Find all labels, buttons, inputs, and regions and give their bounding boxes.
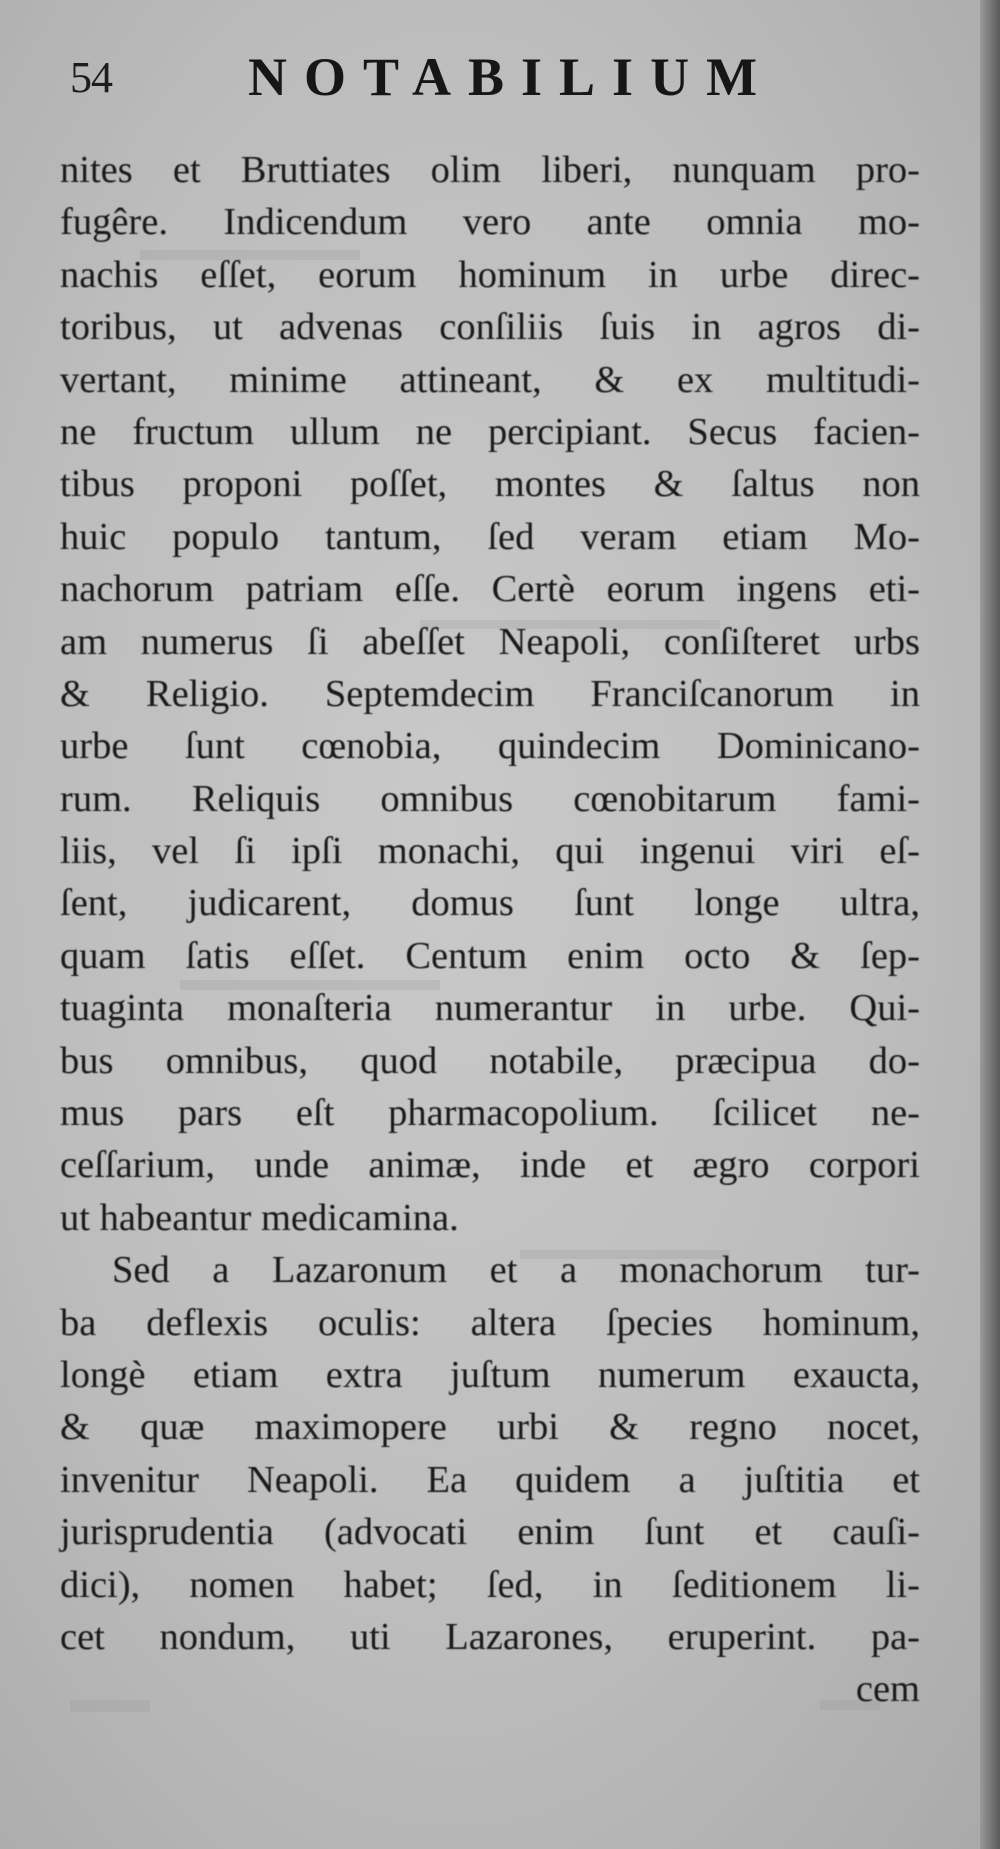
text-line: longè etiam extra juſtum numerum exaucta,	[60, 1353, 920, 1396]
text-line: ba deflexis oculis: altera ſpecies hominum,	[60, 1301, 920, 1344]
body-text	[60, 144, 920, 1716]
page-number: 54	[70, 53, 112, 102]
running-head: NOTABILIUM	[248, 47, 775, 107]
text-line: ſent, judicarent, domus ſunt longe ultra,	[60, 882, 920, 925]
text-line: vertant, minime attineant, & ex multitudi-	[60, 358, 920, 401]
text-line: jurisprudentia (advocati enim ſunt et cauſi-	[60, 1511, 920, 1554]
text-line: mus pars eſt pharmacopolium. ſcilicet ne-	[60, 1092, 920, 1135]
text-line: liis, vel ſi ipſi monachi, qui ingenui viri eſ-	[60, 830, 920, 873]
text-line: tuaginta monaſteria numerantur in urbe. Qui-	[60, 987, 920, 1030]
text-line: fugêre. Indicendum vero ante omnia mo-	[60, 201, 920, 244]
paragraph-start-line: Sed a Lazaronum et a monachorum tur-	[112, 1249, 920, 1292]
text-line: rum. Reliquis omnibus cœnobitarum fami-	[60, 777, 920, 820]
page-edge-shadow	[980, 0, 1000, 1849]
text-line: nachis eſſet, eorum hominum in urbe direc-	[60, 253, 920, 296]
text-line: cet nondum, uti Lazarones, eruperint. pa-	[60, 1615, 920, 1658]
text-line: & Religio. Septemdecim Franciſcanorum in	[60, 672, 920, 715]
text-line: tibus proponi poſſet, montes & ſaltus non	[60, 463, 920, 506]
text-line: urbe ſunt cœnobia, quindecim Dominicano-	[60, 725, 920, 768]
paragraph-end-line: ut habeantur medicamina.	[60, 1196, 459, 1239]
text-line: quam ſatis eſſet. Centum enim octo & ſep-	[60, 934, 920, 977]
text-line: bus omnibus, quod notabile, præcipua do-	[60, 1039, 920, 1082]
text-line: nachorum patriam eſſe. Certè eorum ingens eti-	[60, 568, 920, 611]
text-line: am numerus ſi abeſſet Neapoli, conſiſteret urbs	[60, 620, 920, 663]
text-line: nites et Bruttiates olim liberi, nunquam pro-	[60, 149, 920, 191]
text-line: huic populo tantum, ſed veram etiam Mo-	[60, 515, 920, 558]
text-line: ne fructum ullum ne percipiant. Secus facien-	[60, 410, 920, 453]
text-line: toribus, ut advenas conſiliis ſuis in agros di-	[60, 306, 920, 349]
text-line: dici), nomen habet; ſed, in ſeditionem li-	[60, 1563, 920, 1606]
text-line: invenitur Neapoli. Ea quidem a juſtitia et	[60, 1458, 920, 1501]
text-line: & quæ maximopere urbi & regno nocet,	[60, 1406, 920, 1449]
text-line: ceſſarium, unde animæ, inde et ægro corpori	[60, 1144, 920, 1187]
page-header	[60, 38, 820, 108]
catchword: cem	[855, 1668, 920, 1711]
